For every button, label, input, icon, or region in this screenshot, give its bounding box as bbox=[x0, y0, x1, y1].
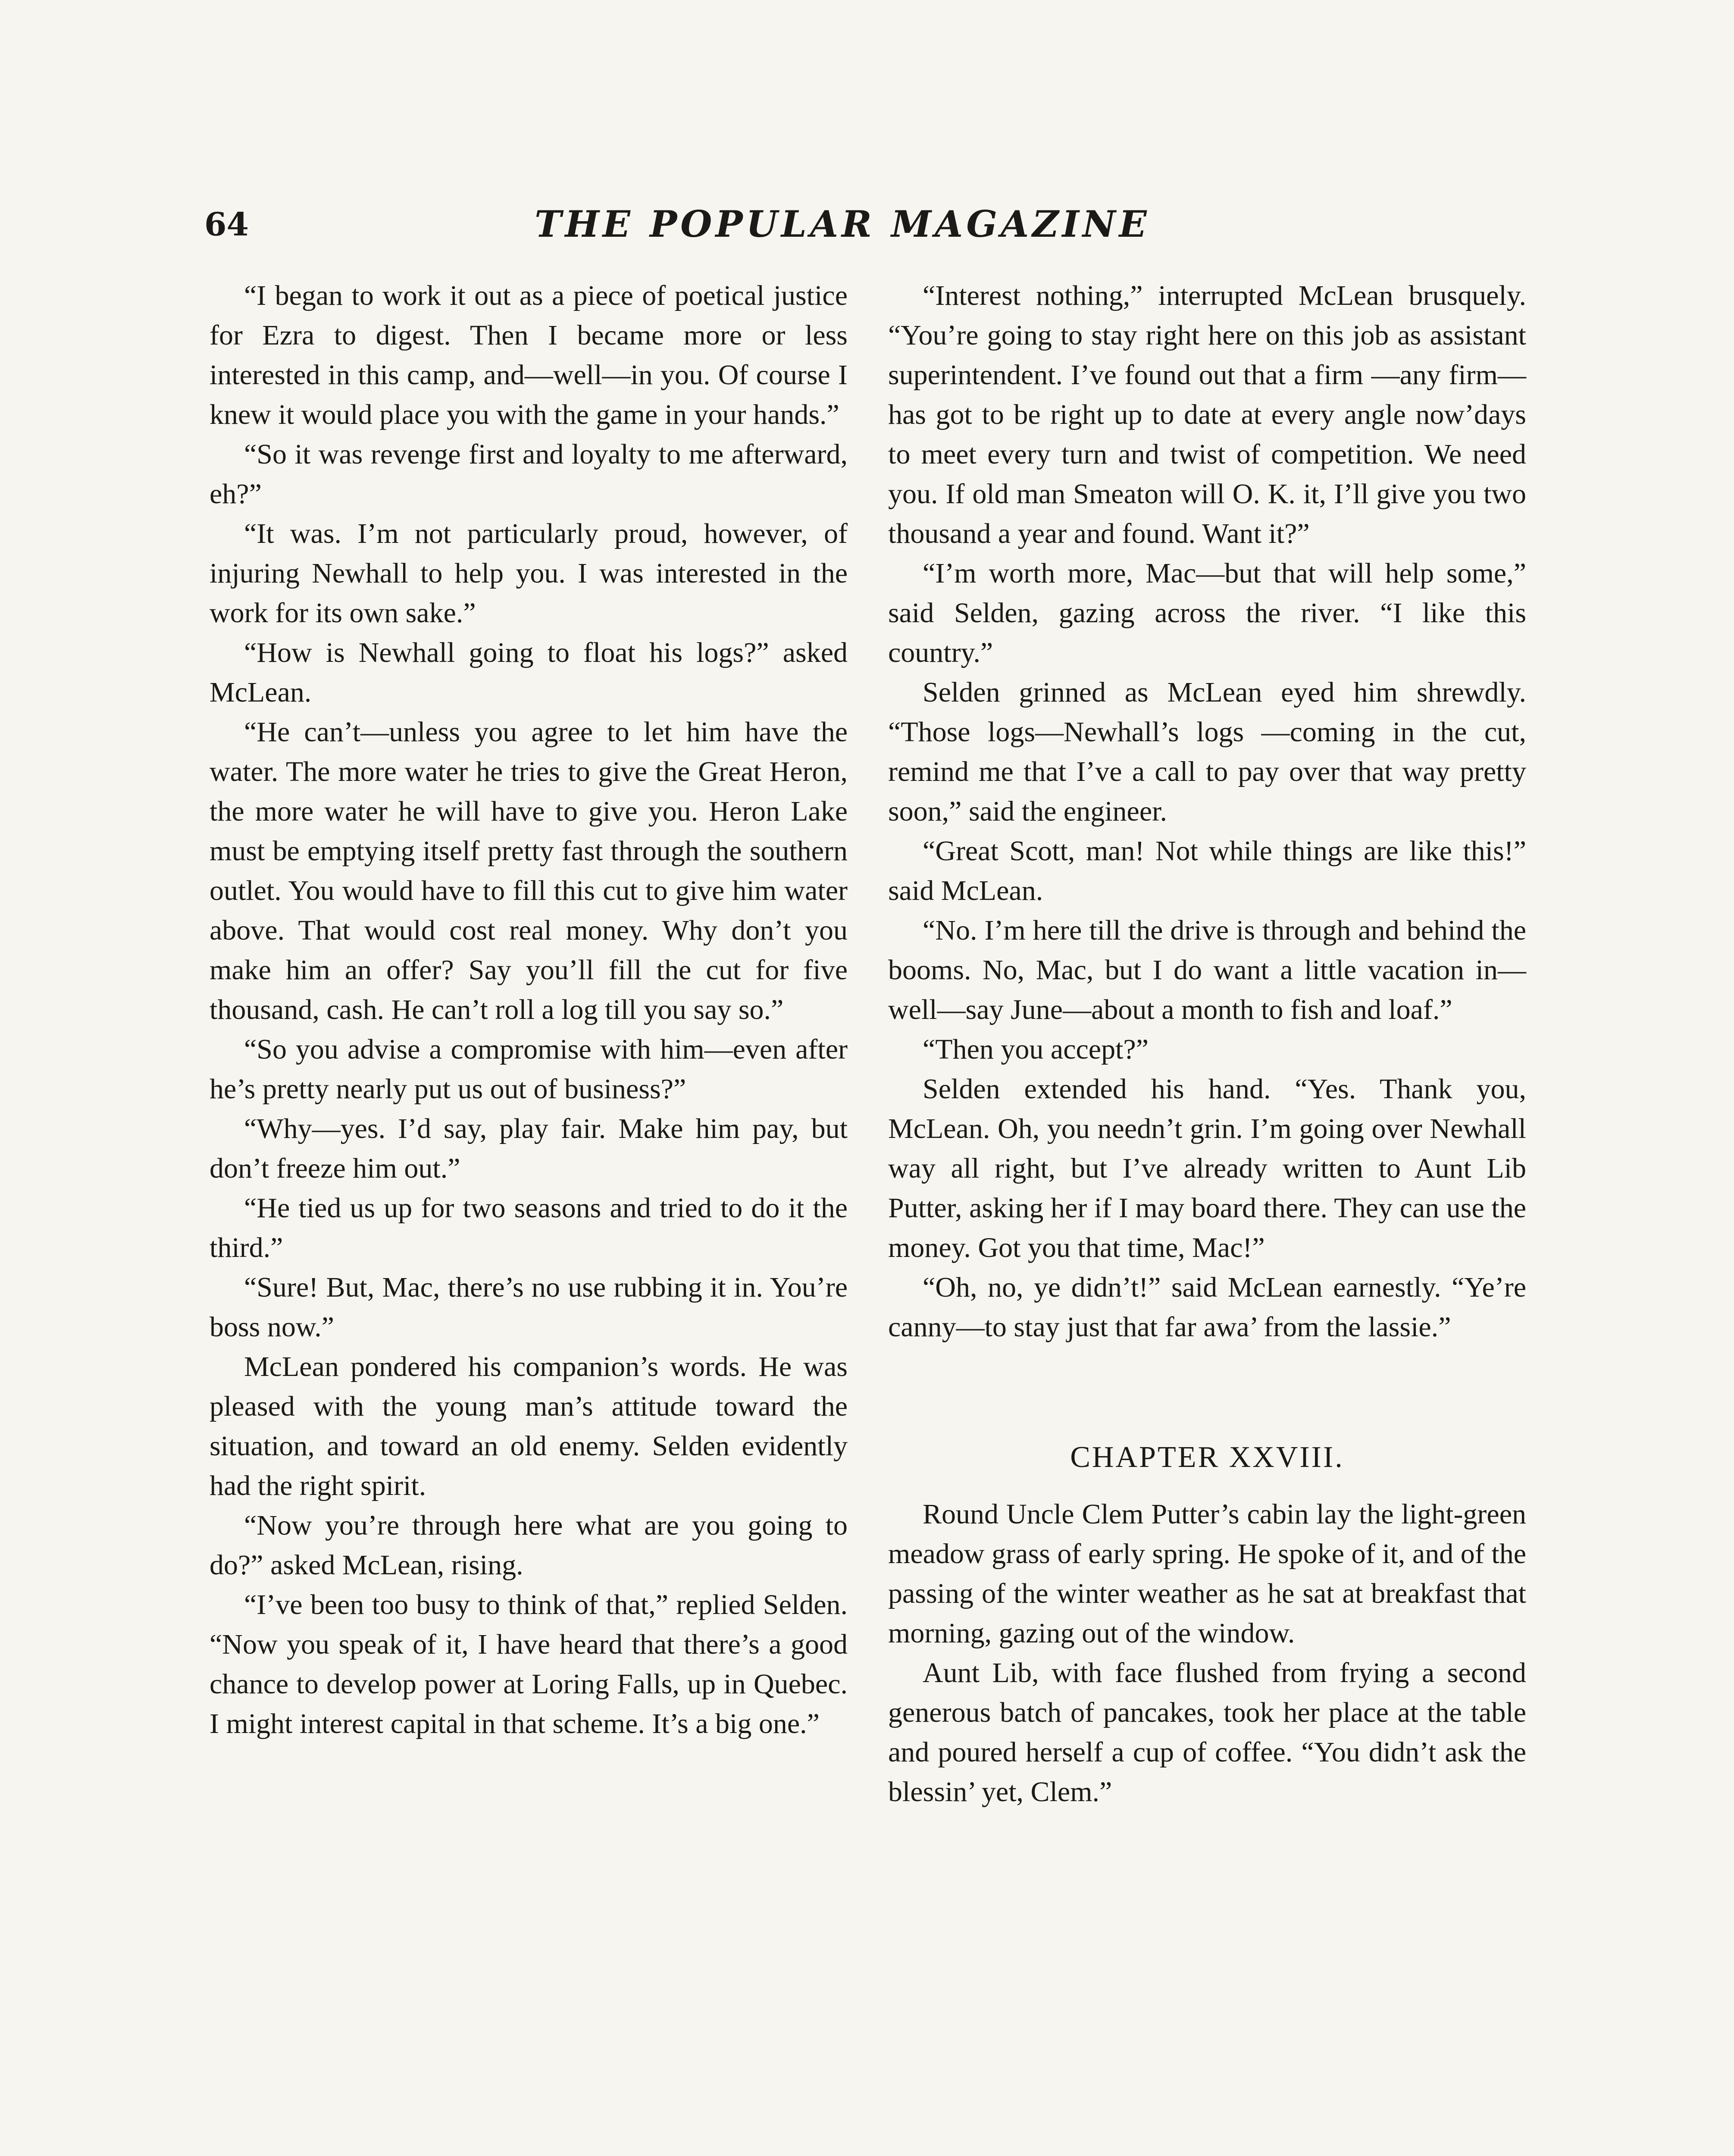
paragraph: “So you advise a compromise with him—even after he’s pretty nearly put us out of business?” bbox=[210, 1034, 848, 1105]
paragraph: McLean pondered his companion’s words. He was pleased with the young man’s attitude toward the situation, and toward an old enemy. Selden evidently had the right spirit. bbox=[210, 1351, 848, 1501]
paragraph: “Oh, no, ye didn’t!” said McLean earnestly. “Ye’re canny—to stay just that far awa’ from the lassie.” bbox=[888, 1272, 1526, 1343]
paragraph: “I’m worth more, Mac—but that will help some,” said Selden, gazing across the river. “I like this country.” bbox=[888, 558, 1526, 668]
left-column bbox=[210, 276, 848, 1744]
running-title: THE POPULAR MAGAZINE bbox=[535, 203, 1150, 245]
paragraph: “Now you’re through here what are you going to do?” asked McLean, rising. bbox=[210, 1510, 848, 1581]
paragraph: “He tied us up for two seasons and tried to do it the third.” bbox=[210, 1192, 848, 1263]
paragraph: “Why—yes. I’d say, play fair. Make him pay, but don’t freeze him out.” bbox=[210, 1113, 848, 1184]
paragraph: “I began to work it out as a piece of poetical justice for Ezra to digest. Then I became more or less interested in this camp, and—well—in you. Of course I knew it would place you with the game in your hands.” bbox=[210, 280, 848, 430]
paragraph: “How is Newhall going to float his logs?” asked McLean. bbox=[210, 637, 848, 708]
paragraph: “He can’t—unless you agree to let him have the water. The more water he tries to give the Great Heron, the more water he will have to give you. Heron Lake must be emptying itself pretty fast through the southern outlet. You would have to fill this cut to give him water above. That would cost real money. Why don’t you make him an offer? Say you’ll fill the cut for five thousand, cash. He can’t roll a log till you say so.” bbox=[210, 716, 848, 1025]
paragraph: “No. I’m here till the drive is through and behind the booms. No, Mac, but I do want a little vacation in—well—say June—about a month to fish and loaf.” bbox=[888, 915, 1526, 1025]
paragraph: “I’ve been too busy to think of that,” replied Selden. “Now you speak of it, I have heard that there’s a good chance to develop power at Loring Falls, up in Quebec. I might interest capital in that scheme. It’s a big one.” bbox=[210, 1589, 848, 1739]
paragraph: Selden grinned as McLean eyed him shrewdly. “Those logs—Newhall’s logs —coming in the cut, remind me that I’ve a call to pay over that way pretty soon,” said the engineer. bbox=[888, 677, 1526, 827]
paragraph: “It was. I’m not particularly proud, however, of injuring Newhall to help you. I was interested in the work for its own sake.” bbox=[210, 518, 848, 629]
paragraph: “So it was revenge first and loyalty to me afterward, eh?” bbox=[210, 439, 848, 510]
page-number: 64 bbox=[204, 206, 249, 243]
paragraph: “Interest nothing,” interrupted McLean brusquely. “You’re going to stay right here on this job as assistant superintendent. I’ve found out that a firm —any firm—has got to be right up to date at every angle now’days to meet every turn and twist of competition. We need you. If old man Smeaton will O. K. it, I’ll give you two thousand a year and found. Want it?” bbox=[888, 280, 1526, 549]
chapter-heading: CHAPTER XXVIII. bbox=[1070, 1441, 1344, 1474]
paragraph: “Sure! But, Mac, there’s no use rubbing it in. You’re boss now.” bbox=[210, 1272, 848, 1343]
paragraph: “Great Scott, man! Not while things are like this!” said McLean. bbox=[888, 835, 1526, 906]
paragraph: Aunt Lib, with face flushed from frying a second generous batch of pancakes, took her place at the table and poured herself a cup of coffee. “You didn’t ask the blessin’ yet, Clem.” bbox=[888, 1657, 1526, 1808]
paragraph: Round Uncle Clem Putter’s cabin lay the light-green meadow grass of early spring. He spoke of it, and of the passing of the winter weather as he sat at breakfast that morning, gazing out of the window. bbox=[888, 1498, 1526, 1649]
paragraph: Selden extended his hand. “Yes. Thank you, McLean. Oh, you needn’t grin. I’m going over Newhall way all right, but I’ve already written to Aunt Lib Putter, asking her if I may board there. They can use the money. Got you that time, Mac!” bbox=[888, 1073, 1526, 1263]
paragraph: “Then you accept?” bbox=[923, 1034, 1149, 1065]
right-column bbox=[888, 276, 1526, 1812]
